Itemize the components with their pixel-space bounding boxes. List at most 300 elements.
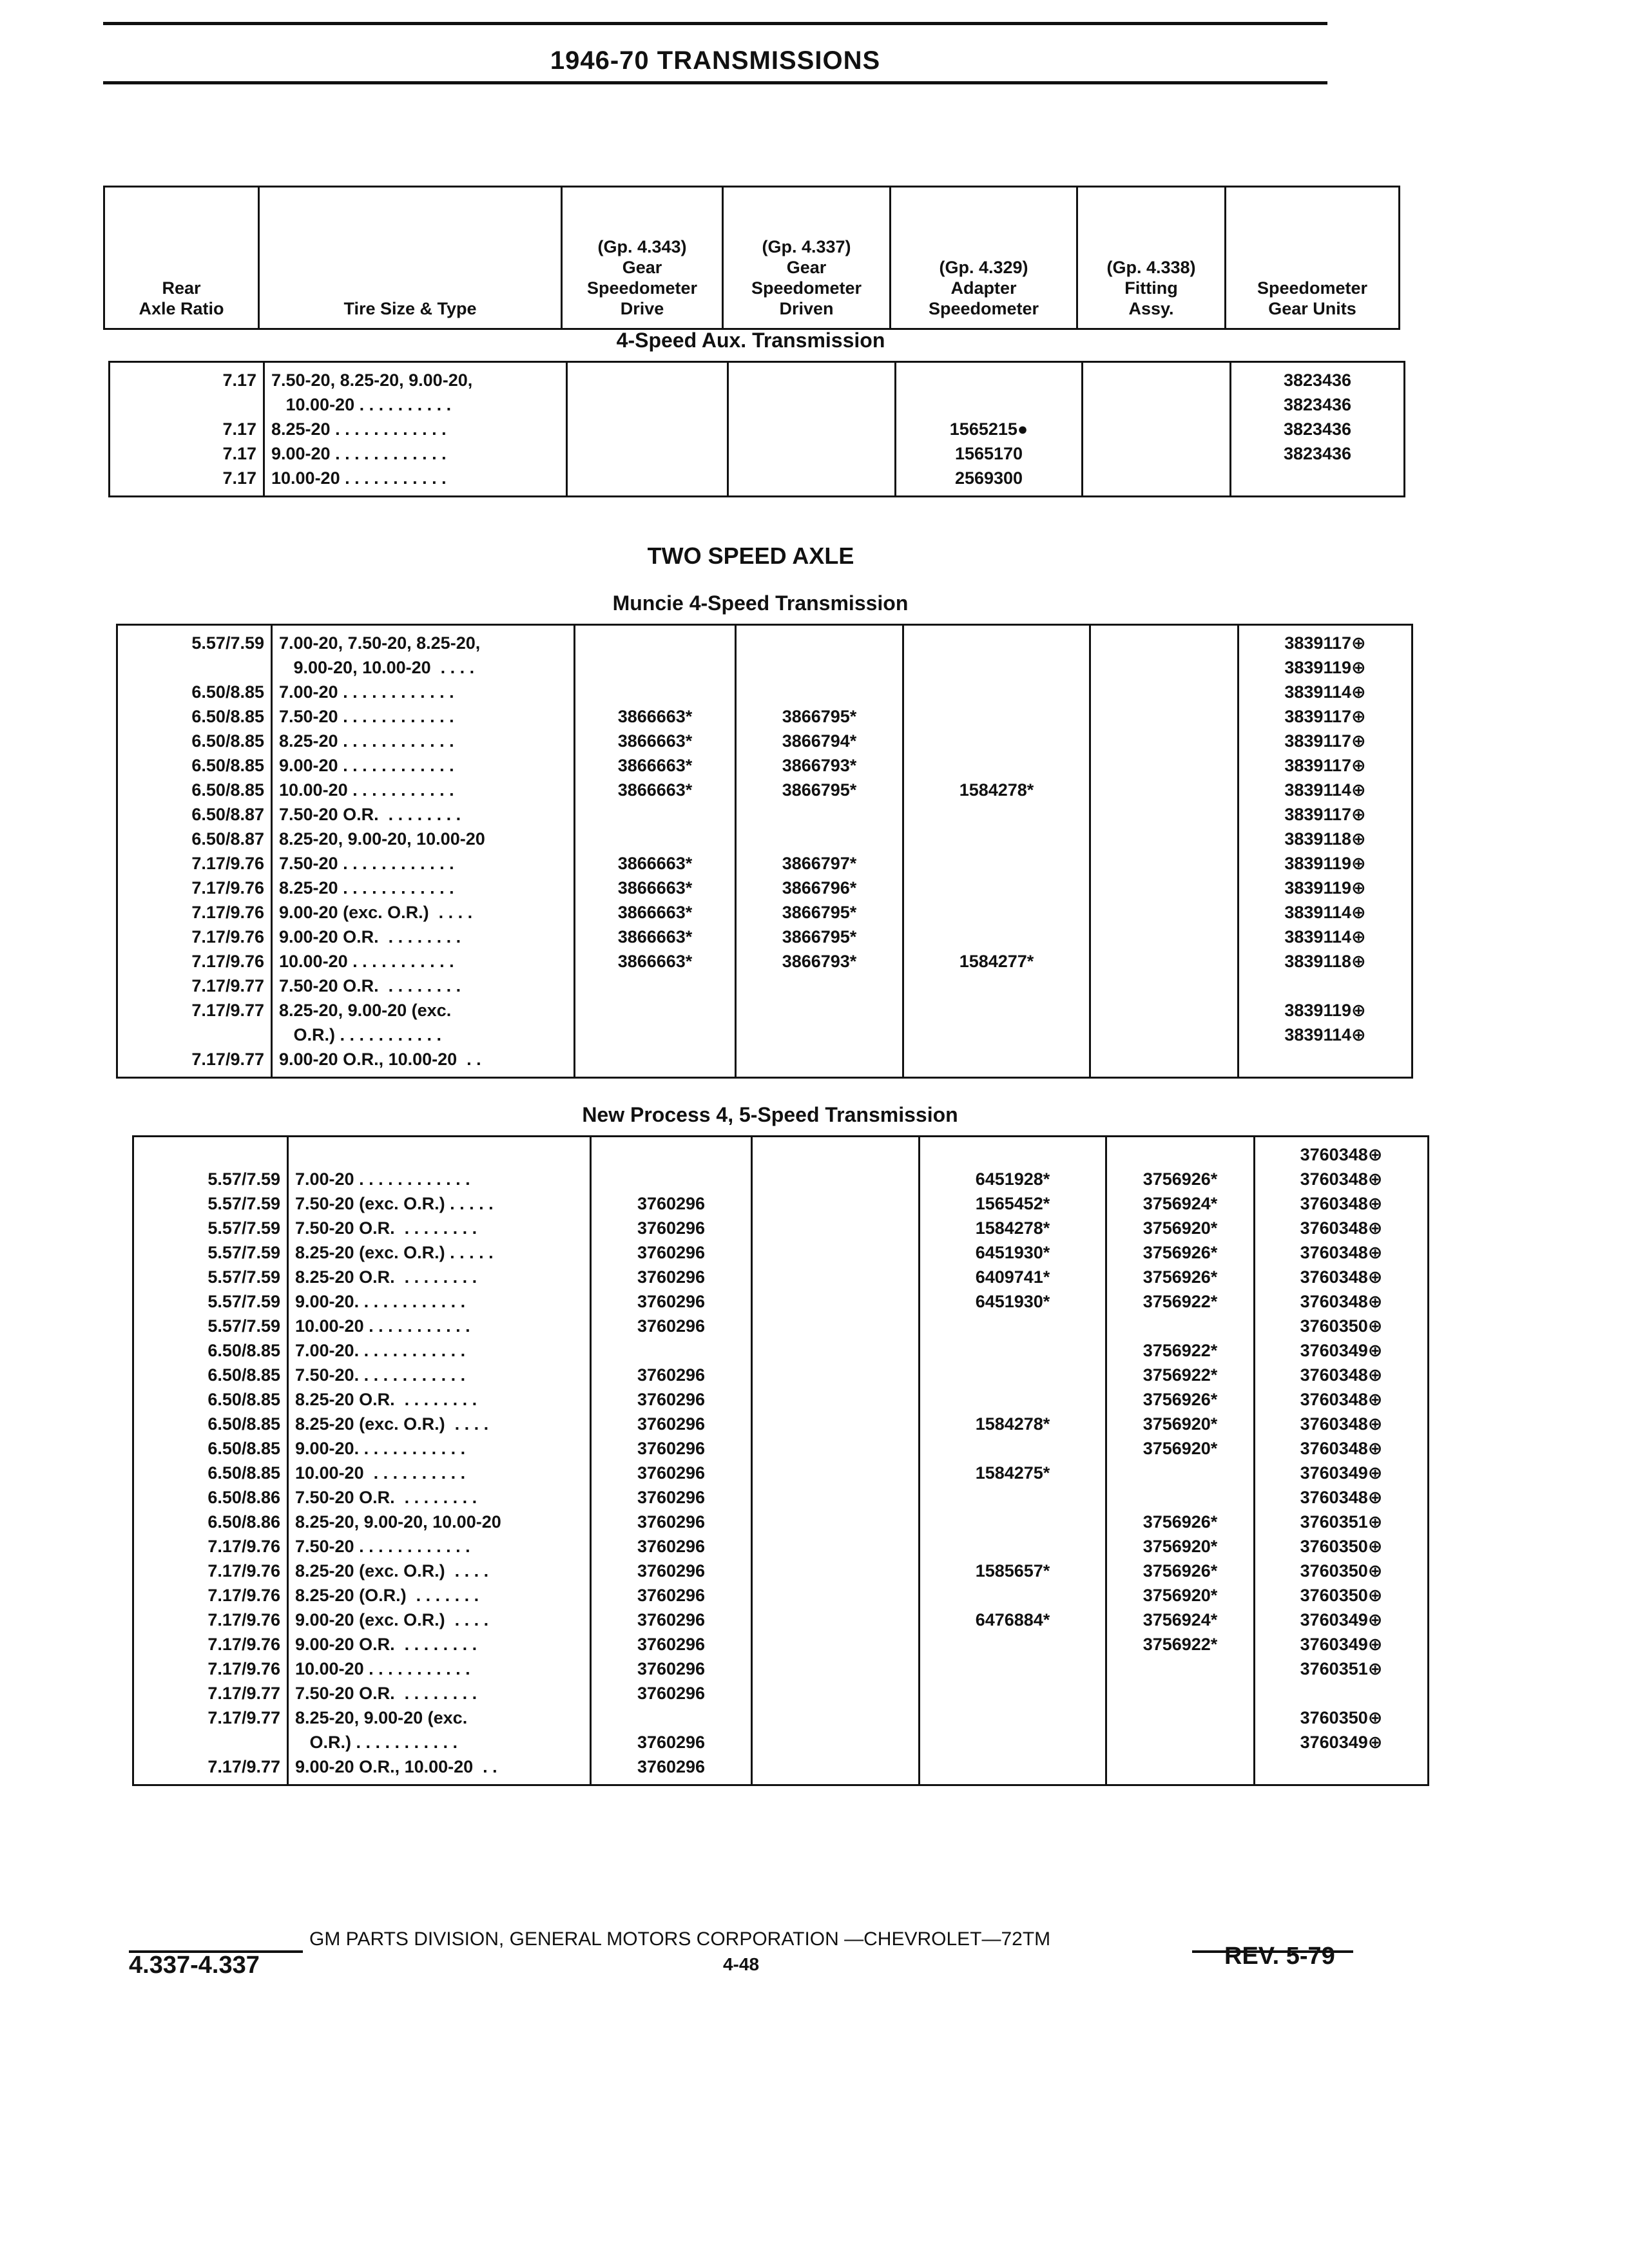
cell-line bbox=[1097, 876, 1231, 900]
cell-line: 3760296 bbox=[637, 1586, 706, 1605]
cell-line: 10.00-20 . . . . . . . . . . . bbox=[279, 780, 454, 800]
cell-line: 7.17 bbox=[222, 370, 256, 390]
cell-line: 7.17/9.77 bbox=[191, 1050, 264, 1069]
cell-line: 3760350⊕ bbox=[1300, 1586, 1383, 1605]
cell-line: 7.17/9.77 bbox=[191, 976, 264, 995]
cell-line: 3760296 bbox=[637, 1316, 706, 1336]
cell-line: 9.00-20 O.R., 10.00-20 . . bbox=[279, 1050, 481, 1069]
cell-line bbox=[598, 1142, 744, 1167]
cell-line: 3756926* bbox=[1142, 1561, 1218, 1581]
cell-line bbox=[911, 680, 1083, 704]
cell-line: 3760348⊕ bbox=[1300, 1365, 1383, 1385]
cell-line bbox=[598, 1338, 744, 1363]
table-4speed-aux bbox=[108, 361, 1405, 497]
cell-line: 3760296 bbox=[637, 1659, 706, 1678]
cell-line bbox=[911, 851, 1083, 876]
footer-page-number: 4-48 bbox=[722, 1954, 760, 1974]
cell-line: 6.50/8.85 bbox=[191, 682, 264, 702]
cell-line bbox=[582, 680, 728, 704]
cell-adapter bbox=[896, 362, 1083, 497]
cell-tire-size bbox=[272, 625, 575, 1078]
cell-line bbox=[927, 1730, 1099, 1754]
cell-line bbox=[582, 1023, 728, 1047]
cell-line: 3760348⊕ bbox=[1300, 1439, 1383, 1458]
cell-line bbox=[911, 974, 1083, 998]
cell-line: 3756920* bbox=[1142, 1439, 1218, 1458]
column-header-line: Speedometer bbox=[928, 299, 1039, 318]
cell-line bbox=[1246, 974, 1405, 998]
cell-line bbox=[1097, 974, 1231, 998]
cell-line bbox=[1090, 441, 1223, 466]
cell-line: 3760296 bbox=[637, 1414, 706, 1434]
page-footer bbox=[129, 1923, 1353, 2001]
cell-line bbox=[911, 1047, 1083, 1072]
section-title-muncie: Muncie 4-Speed Transmission bbox=[612, 591, 909, 615]
cell-line bbox=[759, 1314, 912, 1338]
cell-line: 3866795* bbox=[782, 903, 857, 922]
cell-line: 6.50/8.86 bbox=[207, 1488, 280, 1507]
cell-line bbox=[117, 392, 256, 417]
cell-line bbox=[759, 1583, 912, 1608]
cell-line: 7.17/9.76 bbox=[207, 1635, 280, 1654]
cell-line: 7.17/9.76 bbox=[191, 854, 264, 873]
cell-line: 3756922* bbox=[1142, 1341, 1218, 1360]
cell-line: 3823436 bbox=[1283, 444, 1352, 463]
cell-line: 3760296 bbox=[637, 1194, 706, 1213]
cell-line: 3756926* bbox=[1142, 1243, 1218, 1262]
cell-line: 7.17/9.77 bbox=[207, 1708, 280, 1727]
cell-line: 3866793* bbox=[782, 952, 857, 971]
cell-line: 9.00-20 O.R., 10.00-20 . . bbox=[295, 1757, 497, 1776]
cell-line: 1584278* bbox=[975, 1218, 1050, 1238]
cell-line: 3866794* bbox=[782, 731, 857, 751]
cell-line bbox=[759, 1632, 912, 1657]
cell-line bbox=[911, 1023, 1083, 1047]
cell-fitting bbox=[1083, 362, 1231, 497]
table-row bbox=[110, 362, 1405, 497]
cell-line: 3760351⊕ bbox=[1300, 1512, 1383, 1532]
cell-tire-size bbox=[264, 362, 567, 497]
cell-line: 3839114⊕ bbox=[1284, 1025, 1366, 1044]
cell-line: 3760296 bbox=[637, 1218, 706, 1238]
cell-line: 1565215● bbox=[949, 419, 1028, 439]
cell-line: 6.50/8.85 bbox=[207, 1414, 280, 1434]
cell-line bbox=[574, 368, 720, 392]
cell-line bbox=[598, 1167, 744, 1191]
cell-line: 7.17/9.76 bbox=[191, 903, 264, 922]
cell-line: 3760348⊕ bbox=[1300, 1488, 1383, 1507]
cell-line: 8.25-20, 9.00-20, 10.00-20 bbox=[295, 1512, 501, 1532]
cell-line: 3760296 bbox=[637, 1537, 706, 1556]
cell-line: 5.57/7.59 bbox=[207, 1169, 280, 1189]
cell-line: 3760350⊕ bbox=[1300, 1708, 1383, 1727]
cell-line: 10.00-20 . . . . . . . . . . . bbox=[295, 1316, 470, 1336]
column-header-line: Tire Size & Type bbox=[343, 299, 477, 318]
cell-line bbox=[1113, 1461, 1247, 1485]
cell-line: O.R.) . . . . . . . . . . . bbox=[279, 1025, 442, 1044]
cell-line: 3756920* bbox=[1142, 1537, 1218, 1556]
cell-line bbox=[1097, 655, 1231, 680]
section-title-new-process: New Process 4, 5-Speed Transmission bbox=[582, 1103, 958, 1126]
cell-line: 7.17/9.76 bbox=[207, 1561, 280, 1581]
cell-line bbox=[574, 441, 720, 466]
cell-line: 1565452* bbox=[975, 1194, 1050, 1213]
cell-line bbox=[927, 1754, 1099, 1779]
cell-line: 3839118⊕ bbox=[1284, 829, 1366, 849]
table-new-process-45speed bbox=[132, 1135, 1429, 1786]
cell-line: 8.25-20 O.R. . . . . . . . . bbox=[295, 1390, 477, 1409]
cell-line bbox=[582, 974, 728, 998]
cell-line bbox=[759, 1387, 912, 1412]
cell-line: 6.50/8.85 bbox=[207, 1390, 280, 1409]
cell-line: 6409741* bbox=[975, 1267, 1050, 1287]
cell-line: 5.57/7.59 bbox=[207, 1194, 280, 1213]
cell-line: 3760348⊕ bbox=[1300, 1414, 1383, 1434]
cell-line: 3760296 bbox=[637, 1561, 706, 1581]
column-header-line: Assy. bbox=[1128, 299, 1174, 318]
cell-line bbox=[598, 1706, 744, 1730]
cell-line: 10.00-20 . . . . . . . . . . bbox=[295, 1463, 466, 1483]
cell-line: 3756924* bbox=[1142, 1610, 1218, 1629]
cell-line bbox=[1113, 1681, 1247, 1706]
cell-adapter bbox=[903, 625, 1090, 1078]
cell-line: 3760348⊕ bbox=[1300, 1169, 1383, 1189]
cell-line bbox=[759, 1265, 912, 1289]
column-header-gear-units bbox=[1226, 187, 1400, 329]
cell-line bbox=[743, 802, 896, 827]
cell-line: 3839114⊕ bbox=[1284, 682, 1366, 702]
cell-line: 6.50/8.85 bbox=[191, 731, 264, 751]
cell-line: 6.50/8.85 bbox=[191, 756, 264, 775]
cell-line: 7.00-20. . . . . . . . . . . . bbox=[295, 1341, 466, 1360]
cell-line: 3760296 bbox=[637, 1243, 706, 1262]
column-header-line: Gear Units bbox=[1268, 299, 1356, 318]
footer-revision: REV. 5-79 bbox=[1224, 1943, 1335, 1970]
cell-line: 1565170 bbox=[954, 444, 1023, 463]
cell-line bbox=[574, 417, 720, 441]
cell-line: 3756926* bbox=[1142, 1169, 1218, 1189]
cell-line: 7.50-20 O.R. . . . . . . . . bbox=[295, 1218, 477, 1238]
cell-line: 3760296 bbox=[637, 1610, 706, 1629]
cell-line: 1584275* bbox=[975, 1463, 1050, 1483]
cell-line bbox=[1097, 680, 1231, 704]
cell-line: 9.00-20 O.R. . . . . . . . . bbox=[279, 927, 461, 947]
column-header-gear-drive bbox=[562, 187, 723, 329]
cell-line bbox=[743, 1023, 896, 1047]
cell-line bbox=[759, 1485, 912, 1510]
cell-line: 3760349⊕ bbox=[1300, 1733, 1383, 1752]
cell-gear-drive bbox=[575, 625, 736, 1078]
cell-line: 3839119⊕ bbox=[1284, 658, 1366, 677]
cell-line bbox=[759, 1167, 912, 1191]
cell-line: 3866793* bbox=[782, 756, 857, 775]
cell-line bbox=[1090, 466, 1223, 490]
cell-line bbox=[759, 1191, 912, 1216]
cell-line: 2569300 bbox=[954, 468, 1023, 488]
page-title: 1946-70 TRANSMISSIONS bbox=[550, 46, 881, 75]
cell-line: 3760349⊕ bbox=[1300, 1341, 1383, 1360]
cell-line: 3866663* bbox=[617, 854, 693, 873]
cell-line: 3866795* bbox=[782, 707, 857, 726]
cell-line: 3866796* bbox=[782, 878, 857, 898]
cell-line: 6476884* bbox=[975, 1610, 1050, 1629]
cell-line: O.R.) . . . . . . . . . . . bbox=[295, 1733, 458, 1752]
cell-line: 3760296 bbox=[637, 1292, 706, 1311]
cell-line: 5.57/7.59 bbox=[191, 633, 264, 653]
cell-line bbox=[927, 1363, 1099, 1387]
cell-line: 7.17/9.76 bbox=[207, 1610, 280, 1629]
cell-line bbox=[735, 368, 888, 392]
column-header-line: Gear bbox=[786, 258, 827, 277]
table-row bbox=[133, 1137, 1429, 1785]
cell-line: 9.00-20 . . . . . . . . . . . . bbox=[271, 444, 447, 463]
cell-line: 1584277* bbox=[959, 952, 1034, 971]
cell-line bbox=[927, 1510, 1099, 1534]
cell-line bbox=[927, 1485, 1099, 1510]
cell-line bbox=[903, 392, 1075, 417]
cell-line: 7.50-20 O.R. . . . . . . . . bbox=[279, 805, 461, 824]
cell-line: 3760348⊕ bbox=[1300, 1292, 1383, 1311]
cell-line bbox=[582, 631, 728, 655]
cell-line: 6.50/8.85 bbox=[207, 1365, 280, 1385]
cell-line bbox=[743, 655, 896, 680]
cell-line: 3760349⊕ bbox=[1300, 1610, 1383, 1629]
cell-line bbox=[927, 1436, 1099, 1461]
cell-gear-driven bbox=[728, 362, 896, 497]
cell-line bbox=[743, 974, 896, 998]
cell-line: 5.57/7.59 bbox=[207, 1267, 280, 1287]
cell-line: 7.50-20, 8.25-20, 9.00-20, bbox=[271, 370, 473, 390]
cell-line bbox=[759, 1363, 912, 1387]
cell-line: 3760348⊕ bbox=[1300, 1194, 1383, 1213]
cell-line: 7.50-20. . . . . . . . . . . . bbox=[295, 1365, 466, 1385]
column-header-adapter bbox=[891, 187, 1077, 329]
cell-line: 6.50/8.85 bbox=[191, 780, 264, 800]
cell-line: 3866795* bbox=[782, 780, 857, 800]
cell-line bbox=[582, 802, 728, 827]
cell-line: 7.00-20 . . . . . . . . . . . . bbox=[279, 682, 454, 702]
column-header-rear-axle-ratio bbox=[104, 187, 259, 329]
cell-line bbox=[1246, 1047, 1405, 1072]
cell-line: 10.00-20 . . . . . . . . . . . bbox=[279, 952, 454, 971]
cell-line bbox=[743, 1047, 896, 1072]
column-header-line: Adapter bbox=[950, 278, 1017, 298]
cell-adapter bbox=[920, 1137, 1106, 1785]
cell-line: 7.17/9.76 bbox=[191, 878, 264, 898]
column-header-line: Drive bbox=[620, 299, 664, 318]
column-header-line: Rear bbox=[162, 278, 201, 298]
column-header-line: Speedometer bbox=[751, 278, 862, 298]
cell-line: 3760296 bbox=[637, 1463, 706, 1483]
cell-line bbox=[582, 998, 728, 1023]
cell-line: 3866663* bbox=[617, 903, 693, 922]
cell-line: 3760349⊕ bbox=[1300, 1463, 1383, 1483]
cell-line bbox=[1097, 778, 1231, 802]
cell-line bbox=[582, 655, 728, 680]
cell-line: 3866663* bbox=[617, 731, 693, 751]
cell-line bbox=[911, 753, 1083, 778]
cell-gear-drive bbox=[567, 362, 728, 497]
cell-line: 3760348⊕ bbox=[1300, 1145, 1383, 1164]
cell-line: 1585657* bbox=[975, 1561, 1050, 1581]
cell-line bbox=[1097, 753, 1231, 778]
cell-line: 6.50/8.85 bbox=[191, 707, 264, 726]
cell-line: 7.17/9.77 bbox=[207, 1684, 280, 1703]
cell-line: 5.57/7.59 bbox=[207, 1218, 280, 1238]
cell-fitting bbox=[1090, 625, 1239, 1078]
cell-line bbox=[911, 827, 1083, 851]
column-header-fitting bbox=[1077, 187, 1226, 329]
cell-line bbox=[1097, 827, 1231, 851]
cell-line: 3760296 bbox=[637, 1439, 706, 1458]
cell-line bbox=[1090, 368, 1223, 392]
cell-line: 3760349⊕ bbox=[1300, 1635, 1383, 1654]
cell-line: 7.00-20, 7.50-20, 8.25-20, bbox=[279, 633, 481, 653]
cell-line bbox=[1113, 1142, 1247, 1167]
cell-line: 6.50/8.85 bbox=[207, 1439, 280, 1458]
cell-line bbox=[1090, 392, 1223, 417]
cell-line bbox=[1097, 704, 1231, 729]
cell-line: 8.25-20, 9.00-20 (exc. bbox=[295, 1708, 468, 1727]
cell-line bbox=[124, 655, 264, 680]
cell-line: 3760296 bbox=[637, 1757, 706, 1776]
cell-line bbox=[1097, 900, 1231, 925]
cell-line bbox=[1097, 925, 1231, 949]
cell-line bbox=[759, 1754, 912, 1779]
cell-line: 3756920* bbox=[1142, 1218, 1218, 1238]
cell-line bbox=[1097, 1023, 1231, 1047]
cell-line bbox=[759, 1240, 912, 1265]
cell-line bbox=[759, 1510, 912, 1534]
cell-line bbox=[927, 1314, 1099, 1338]
cell-line bbox=[735, 441, 888, 466]
cell-line: 3839117⊕ bbox=[1284, 756, 1366, 775]
cell-line bbox=[759, 1534, 912, 1559]
cell-line: 3839114⊕ bbox=[1284, 903, 1366, 922]
cell-line bbox=[140, 1730, 280, 1754]
cell-line bbox=[927, 1387, 1099, 1412]
column-header-tire-size bbox=[259, 187, 562, 329]
cell-gear-driven bbox=[752, 1137, 920, 1785]
cell-line: 3866663* bbox=[617, 780, 693, 800]
cell-line bbox=[1097, 998, 1231, 1023]
cell-line bbox=[1113, 1314, 1247, 1338]
cell-line bbox=[927, 1142, 1099, 1167]
cell-line: 3839114⊕ bbox=[1284, 927, 1366, 947]
column-header-line: Gear bbox=[622, 258, 662, 277]
cell-line: 3760348⊕ bbox=[1300, 1267, 1383, 1287]
cell-line: 7.50-20 O.R. . . . . . . . . bbox=[279, 976, 461, 995]
cell-line: 8.25-20 . . . . . . . . . . . . bbox=[279, 731, 454, 751]
table-row bbox=[117, 625, 1412, 1078]
footer-group-ref: 4.337-4.337 bbox=[129, 1952, 260, 1979]
cell-line bbox=[759, 1559, 912, 1583]
cell-line: 9.00-20. . . . . . . . . . . . bbox=[295, 1439, 466, 1458]
cell-line: 3839119⊕ bbox=[1284, 854, 1366, 873]
cell-line bbox=[1097, 802, 1231, 827]
cell-line bbox=[903, 368, 1075, 392]
cell-line: 7.50-20 (exc. O.R.) . . . . . bbox=[295, 1194, 494, 1213]
cell-line bbox=[140, 1142, 280, 1167]
cell-line: 3760348⊕ bbox=[1300, 1218, 1383, 1238]
cell-line: 1584278* bbox=[975, 1414, 1050, 1434]
cell-line: 3839117⊕ bbox=[1284, 731, 1366, 751]
column-header-line: Driven bbox=[779, 299, 834, 318]
cell-line: 3839119⊕ bbox=[1284, 1001, 1366, 1020]
cell-line bbox=[743, 631, 896, 655]
cell-line bbox=[759, 1681, 912, 1706]
cell-line bbox=[927, 1706, 1099, 1730]
cell-line: 3760351⊕ bbox=[1300, 1659, 1383, 1678]
column-header-line: Fitting bbox=[1124, 278, 1178, 298]
column-header-line: (Gp. 4.343) bbox=[597, 237, 687, 256]
cell-line: 6.50/8.85 bbox=[207, 1341, 280, 1360]
cell-rear-axle-ratio bbox=[110, 362, 264, 497]
cell-line: 3866663* bbox=[617, 927, 693, 947]
cell-line bbox=[927, 1632, 1099, 1657]
cell-line bbox=[911, 876, 1083, 900]
cell-line: 6.50/8.86 bbox=[207, 1512, 280, 1532]
cell-line bbox=[911, 729, 1083, 753]
cell-line: 3756922* bbox=[1142, 1635, 1218, 1654]
cell-line bbox=[759, 1657, 912, 1681]
cell-line: 3756922* bbox=[1142, 1365, 1218, 1385]
cell-line: 3760296 bbox=[637, 1684, 706, 1703]
page-header bbox=[103, 22, 1327, 86]
column-header-line: (Gp. 4.329) bbox=[939, 258, 1028, 277]
cell-line bbox=[759, 1142, 912, 1167]
cell-line bbox=[1097, 631, 1231, 655]
cell-line: 6.50/8.87 bbox=[191, 829, 264, 849]
cell-line bbox=[735, 466, 888, 490]
cell-line: 8.25-20 . . . . . . . . . . . . bbox=[279, 878, 454, 898]
cell-fitting bbox=[1106, 1137, 1255, 1785]
cell-line: 3760296 bbox=[637, 1267, 706, 1287]
cell-line bbox=[911, 655, 1083, 680]
cell-line: 3760350⊕ bbox=[1300, 1316, 1383, 1336]
cell-line bbox=[743, 998, 896, 1023]
cell-line bbox=[911, 704, 1083, 729]
cell-line: 8.25-20 O.R. . . . . . . . . bbox=[295, 1267, 477, 1287]
cell-line bbox=[1090, 417, 1223, 441]
cell-line: 3839119⊕ bbox=[1284, 878, 1366, 898]
cell-line: 7.50-20 . . . . . . . . . . . . bbox=[295, 1537, 470, 1556]
column-header-table bbox=[103, 186, 1400, 330]
top-rule bbox=[103, 22, 1327, 25]
cell-line bbox=[759, 1436, 912, 1461]
cell-line bbox=[1113, 1657, 1247, 1681]
cell-line: 3756922* bbox=[1142, 1292, 1218, 1311]
cell-line bbox=[1262, 1681, 1421, 1706]
column-header-row bbox=[104, 187, 1400, 329]
cell-line bbox=[574, 392, 720, 417]
cell-line: 3839117⊕ bbox=[1284, 707, 1366, 726]
cell-line: 7.17/9.76 bbox=[207, 1659, 280, 1678]
column-header-line: (Gp. 4.337) bbox=[762, 237, 851, 256]
cell-line: 3866663* bbox=[617, 878, 693, 898]
cell-line: 7.17/9.76 bbox=[191, 927, 264, 947]
cell-line: 9.00-20. . . . . . . . . . . . bbox=[295, 1292, 466, 1311]
cell-line bbox=[1113, 1706, 1247, 1730]
cell-line bbox=[911, 998, 1083, 1023]
cell-line: 3866663* bbox=[617, 756, 693, 775]
cell-line bbox=[295, 1142, 583, 1167]
cell-line: 8.25-20 . . . . . . . . . . . . bbox=[271, 419, 447, 439]
cell-line bbox=[759, 1412, 912, 1436]
cell-line bbox=[1113, 1730, 1247, 1754]
cell-line: 7.17 bbox=[222, 444, 256, 463]
cell-gear-units bbox=[1239, 625, 1412, 1078]
